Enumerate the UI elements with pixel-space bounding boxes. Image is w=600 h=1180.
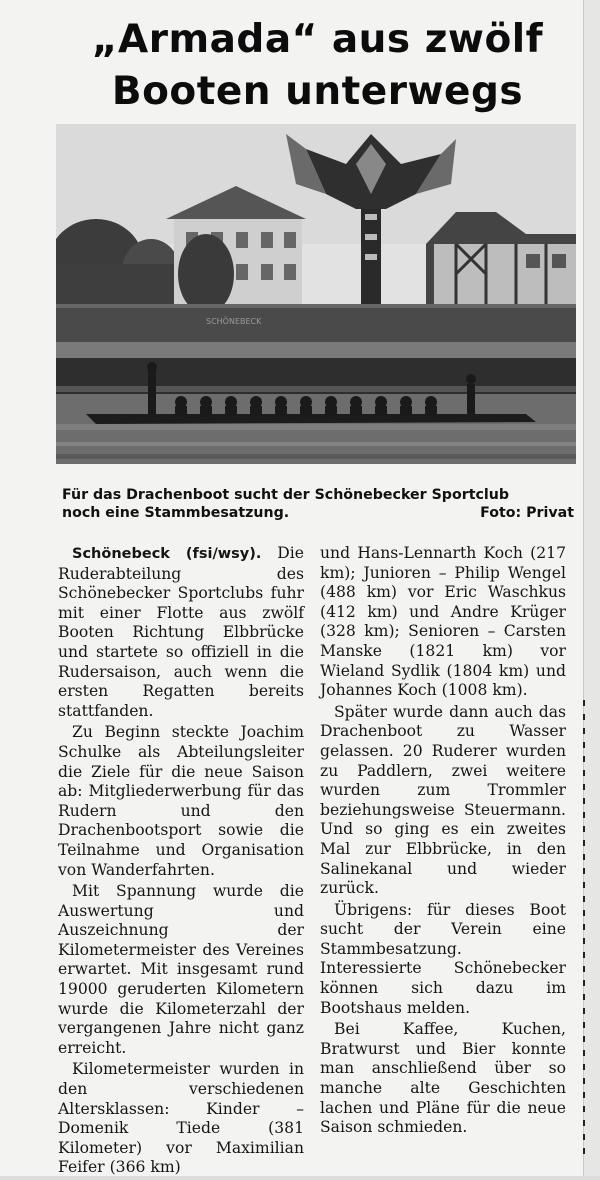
article-column-right bbox=[320, 544, 566, 1140]
article-paragraph-6: Später wurde dann auch das Drachenboot zu Wasser gelassen. 20 Ruderer wurden zu Paddlern, zwei weitere wurden zum Trommler beziehungsweise Steuermann. Und so ging es ein zweites Mal zur Elbbrücke, in den Salinekanal und wieder zurück. bbox=[320, 702, 566, 898]
caption-line-1: Für das Drachenboot sucht der Schönebecker Sportclub bbox=[62, 487, 510, 503]
river-water bbox=[56, 394, 576, 464]
adjacent-page-strip bbox=[583, 0, 600, 1176]
photo-credit: Foto: Privat bbox=[480, 505, 574, 521]
dateline: Schönebeck (fsi/wsy). bbox=[72, 546, 262, 562]
dragon-boat-photo bbox=[56, 124, 576, 464]
cut-line bbox=[583, 700, 585, 1160]
headline-line-1: „Armada“ aus zwölf bbox=[91, 17, 544, 62]
headline-line-2: Booten unterwegs bbox=[111, 69, 524, 114]
headline bbox=[60, 14, 575, 118]
article-paragraph-5: und Hans-Lennarth Koch (217 km); Junioren – Philip Wengel (488 km) vor Eric Waschkus (412 km) und Andre Krüger (328 km); Senioren – Carsten Manske (1821 km) vor Wieland Sydlik (1804 km) und Johannes Koch (1008 km). bbox=[320, 544, 566, 700]
article-paragraph-3: Mit Spannung wurde die Auswertung und Auszeichnung der Kilometermeister des Vereines erwartet. Mit insgesamt rund 19000 geruderten Kilometern wurde die Kilometerzahl der vergangenen Jahre nicht ganz erreicht. bbox=[58, 882, 304, 1057]
article-column-left bbox=[58, 544, 304, 1180]
article-paragraph-2: Zu Beginn steckte Joachim Schulke als Abteilungsleiter die Ziele für die neue Saison ab: Mitgliederwerbung für das Rudern und den Drachenbootsport sowie die Teilnahme und Organisation von Wanderfahrten. bbox=[58, 723, 304, 879]
embankment-wall bbox=[56, 304, 576, 394]
caption-line-2: noch eine Stammbesatzung. bbox=[62, 505, 290, 521]
article-paragraph-8: Bei Kaffee, Kuchen, Bratwurst und Bier konnte man anschließend über so manche alte Geschichten lachen und Pläne für die neue Saison schmieden. bbox=[320, 1020, 566, 1137]
photo-caption bbox=[62, 486, 574, 522]
article-paragraph-4: Kilometermeister wurden in den verschiedenen Altersklassen: Kinder – Domenik Tiede (381 Kilometer) vor Maximilian Feifer (366 km) bbox=[58, 1060, 304, 1177]
article-paragraph-1 bbox=[58, 544, 304, 721]
paragraph-1-text: Die Ruderabteilung des Schönebecker Sportclubs fuhr mit einer Flotte aus zwölf Booten Richtung Elbbrücke und startete so offiziell in die Rudersaison, auch wenn die ersten Regatten bereits stattfanden. bbox=[58, 544, 304, 720]
article-paragraph-7: Übrigens: für dieses Boot sucht der Verein eine Stammbesatzung. Interessierte Schönebecker können sich dazu im Bootshaus melden. bbox=[320, 900, 566, 1017]
wall-sign: SCHÖNEBECK bbox=[206, 317, 262, 326]
